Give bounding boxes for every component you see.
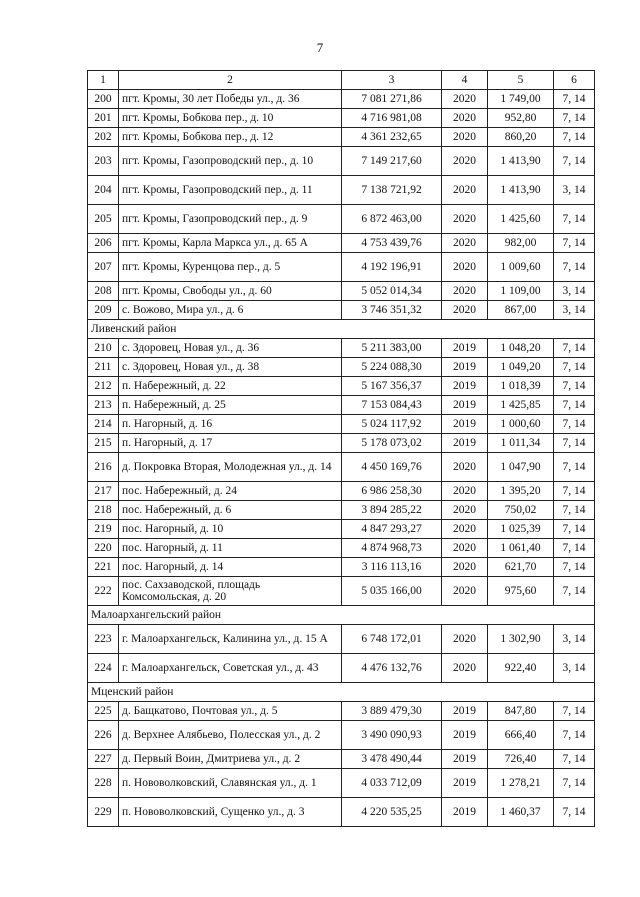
address-cell: пос. Набережный, д. 6 bbox=[119, 501, 342, 520]
address-cell: д. Верхнее Алябьево, Полесская ул., д. 2 bbox=[119, 721, 342, 750]
row-number-cell: 226 bbox=[88, 721, 119, 750]
row-number-cell: 213 bbox=[88, 396, 119, 415]
code-cell: 7, 14 bbox=[554, 520, 595, 539]
code-cell: 7, 14 bbox=[554, 415, 595, 434]
year-cell: 2019 bbox=[442, 798, 488, 827]
year-cell: 2020 bbox=[442, 654, 488, 683]
code-cell: 7, 14 bbox=[554, 539, 595, 558]
code-cell: 7, 14 bbox=[554, 147, 595, 176]
year-cell: 2020 bbox=[442, 453, 488, 482]
address-cell: пос. Нагорный, д. 10 bbox=[119, 520, 342, 539]
address-cell: д. Покровка Вторая, Молодежная ул., д. 14 bbox=[119, 453, 342, 482]
cost-cell: 6 872 463,00 bbox=[342, 205, 442, 234]
table-row bbox=[88, 282, 595, 301]
column-header: 3 bbox=[342, 71, 442, 90]
row-number-cell: 227 bbox=[88, 750, 119, 769]
address-cell: пгт. Кромы, Бобкова пер., д. 12 bbox=[119, 128, 342, 147]
code-cell: 7, 14 bbox=[554, 577, 595, 606]
year-cell: 2020 bbox=[442, 253, 488, 282]
code-cell: 7, 14 bbox=[554, 750, 595, 769]
table-row bbox=[88, 721, 595, 750]
code-cell: 7, 14 bbox=[554, 482, 595, 501]
area-cell: 1 047,90 bbox=[488, 453, 554, 482]
cost-cell: 5 211 383,00 bbox=[342, 339, 442, 358]
area-cell: 621,70 bbox=[488, 558, 554, 577]
address-cell: д. Первый Воин, Дмитриева ул., д. 2 bbox=[119, 750, 342, 769]
table-row bbox=[88, 176, 595, 205]
address-cell: п. Нагорный, д. 16 bbox=[119, 415, 342, 434]
row-number-cell: 203 bbox=[88, 147, 119, 176]
year-cell: 2019 bbox=[442, 377, 488, 396]
year-cell: 2020 bbox=[442, 109, 488, 128]
year-cell: 2019 bbox=[442, 396, 488, 415]
cost-cell: 5 178 073,02 bbox=[342, 434, 442, 453]
address-cell: с. Здоровец, Новая ул., д. 38 bbox=[119, 358, 342, 377]
area-cell: 1 302,90 bbox=[488, 625, 554, 654]
address-cell: п. Нововолковский, Сущенко ул., д. 3 bbox=[119, 798, 342, 827]
row-number-cell: 220 bbox=[88, 539, 119, 558]
table-row bbox=[88, 415, 595, 434]
area-cell: 1 278,21 bbox=[488, 769, 554, 798]
cost-cell: 4 874 968,73 bbox=[342, 539, 442, 558]
table-row bbox=[88, 520, 595, 539]
district-section-row bbox=[88, 320, 595, 339]
area-cell: 867,00 bbox=[488, 301, 554, 320]
code-cell: 3, 14 bbox=[554, 176, 595, 205]
year-cell: 2020 bbox=[442, 90, 488, 109]
year-cell: 2020 bbox=[442, 539, 488, 558]
cost-cell: 6 748 172,01 bbox=[342, 625, 442, 654]
cost-cell: 5 224 088,30 bbox=[342, 358, 442, 377]
year-cell: 2019 bbox=[442, 339, 488, 358]
table-row bbox=[88, 396, 595, 415]
cost-cell: 4 361 232,65 bbox=[342, 128, 442, 147]
column-header: 6 bbox=[554, 71, 595, 90]
area-cell: 1 109,00 bbox=[488, 282, 554, 301]
table-row bbox=[88, 128, 595, 147]
address-cell: пос. Нагорный, д. 11 bbox=[119, 539, 342, 558]
table-row bbox=[88, 558, 595, 577]
year-cell: 2019 bbox=[442, 434, 488, 453]
code-cell: 7, 14 bbox=[554, 358, 595, 377]
row-number-cell: 225 bbox=[88, 702, 119, 721]
cost-cell: 5 035 166,00 bbox=[342, 577, 442, 606]
row-number-cell: 229 bbox=[88, 798, 119, 827]
cost-cell: 4 716 981,08 bbox=[342, 109, 442, 128]
area-cell: 1 413,90 bbox=[488, 176, 554, 205]
address-cell: с. Здоровец, Новая ул., д. 36 bbox=[119, 339, 342, 358]
address-cell: п. Набережный, д. 25 bbox=[119, 396, 342, 415]
table-row bbox=[88, 90, 595, 109]
code-cell: 3, 14 bbox=[554, 301, 595, 320]
area-cell: 975,60 bbox=[488, 577, 554, 606]
table-row bbox=[88, 205, 595, 234]
address-cell: пгт. Кромы, Газопроводский пер., д. 11 bbox=[119, 176, 342, 205]
cost-cell: 4 450 169,76 bbox=[342, 453, 442, 482]
row-number-cell: 206 bbox=[88, 234, 119, 253]
year-cell: 2020 bbox=[442, 234, 488, 253]
area-cell: 1 011,34 bbox=[488, 434, 554, 453]
cost-cell: 6 986 258,30 bbox=[342, 482, 442, 501]
area-cell: 1 460,37 bbox=[488, 798, 554, 827]
cost-cell: 4 476 132,76 bbox=[342, 654, 442, 683]
cost-cell: 4 192 196,91 bbox=[342, 253, 442, 282]
cost-cell: 5 052 014,34 bbox=[342, 282, 442, 301]
row-number-cell: 200 bbox=[88, 90, 119, 109]
column-header: 2 bbox=[119, 71, 342, 90]
code-cell: 7, 14 bbox=[554, 769, 595, 798]
table-row bbox=[88, 625, 595, 654]
address-cell: г. Малоархангельск, Советская ул., д. 43 bbox=[119, 654, 342, 683]
address-cell: пгт. Кромы, 30 лет Победы ул., д. 36 bbox=[119, 90, 342, 109]
row-number-cell: 202 bbox=[88, 128, 119, 147]
code-cell: 7, 14 bbox=[554, 109, 595, 128]
code-cell: 7, 14 bbox=[554, 396, 595, 415]
cost-cell: 3 478 490,44 bbox=[342, 750, 442, 769]
area-cell: 922,40 bbox=[488, 654, 554, 683]
address-cell: п. Нагорный, д. 17 bbox=[119, 434, 342, 453]
table-row bbox=[88, 234, 595, 253]
cost-cell: 4 220 535,25 bbox=[342, 798, 442, 827]
district-title: Мценский район bbox=[88, 683, 595, 702]
column-header: 1 bbox=[88, 71, 119, 90]
year-cell: 2020 bbox=[442, 128, 488, 147]
address-cell: с. Вожово, Мира ул., д. 6 bbox=[119, 301, 342, 320]
row-number-cell: 221 bbox=[88, 558, 119, 577]
cost-cell: 3 889 479,30 bbox=[342, 702, 442, 721]
area-cell: 1 049,20 bbox=[488, 358, 554, 377]
table-row bbox=[88, 798, 595, 827]
row-number-cell: 228 bbox=[88, 769, 119, 798]
cost-cell: 7 081 271,86 bbox=[342, 90, 442, 109]
year-cell: 2020 bbox=[442, 558, 488, 577]
cost-cell: 3 894 285,22 bbox=[342, 501, 442, 520]
table-row bbox=[88, 339, 595, 358]
column-header: 5 bbox=[488, 71, 554, 90]
table-row bbox=[88, 702, 595, 721]
row-number-cell: 208 bbox=[88, 282, 119, 301]
year-cell: 2019 bbox=[442, 721, 488, 750]
cost-cell: 3 746 351,32 bbox=[342, 301, 442, 320]
code-cell: 3, 14 bbox=[554, 654, 595, 683]
district-section-row bbox=[88, 683, 595, 702]
area-cell: 666,40 bbox=[488, 721, 554, 750]
year-cell: 2019 bbox=[442, 769, 488, 798]
cost-cell: 5 024 117,92 bbox=[342, 415, 442, 434]
area-cell: 1 413,90 bbox=[488, 147, 554, 176]
cost-cell: 7 149 217,60 bbox=[342, 147, 442, 176]
year-cell: 2020 bbox=[442, 176, 488, 205]
district-section-row bbox=[88, 606, 595, 625]
table-row bbox=[88, 358, 595, 377]
row-number-cell: 218 bbox=[88, 501, 119, 520]
year-cell: 2019 bbox=[442, 358, 488, 377]
area-cell: 1 000,60 bbox=[488, 415, 554, 434]
code-cell: 7, 14 bbox=[554, 434, 595, 453]
area-cell: 952,80 bbox=[488, 109, 554, 128]
code-cell: 7, 14 bbox=[554, 798, 595, 827]
code-cell: 7, 14 bbox=[554, 234, 595, 253]
cost-cell: 5 167 356,37 bbox=[342, 377, 442, 396]
address-cell: пос. Набережный, д. 24 bbox=[119, 482, 342, 501]
year-cell: 2020 bbox=[442, 577, 488, 606]
year-cell: 2020 bbox=[442, 625, 488, 654]
area-cell: 1 395,20 bbox=[488, 482, 554, 501]
table-row bbox=[88, 654, 595, 683]
area-cell: 1 061,40 bbox=[488, 539, 554, 558]
table-row bbox=[88, 482, 595, 501]
year-cell: 2020 bbox=[442, 205, 488, 234]
area-cell: 860,20 bbox=[488, 128, 554, 147]
district-title: Малоархангельский район bbox=[88, 606, 595, 625]
row-number-cell: 210 bbox=[88, 339, 119, 358]
year-cell: 2020 bbox=[442, 301, 488, 320]
table-row bbox=[88, 434, 595, 453]
table-row bbox=[88, 377, 595, 396]
area-cell: 1 018,39 bbox=[488, 377, 554, 396]
area-cell: 982,00 bbox=[488, 234, 554, 253]
year-cell: 2020 bbox=[442, 282, 488, 301]
table-row bbox=[88, 147, 595, 176]
housing-register-table bbox=[87, 70, 595, 827]
code-cell: 7, 14 bbox=[554, 501, 595, 520]
table-row bbox=[88, 453, 595, 482]
address-cell: пгт. Кромы, Свободы ул., д. 60 bbox=[119, 282, 342, 301]
row-number-cell: 201 bbox=[88, 109, 119, 128]
address-cell: пгт. Кромы, Газопроводский пер., д. 9 bbox=[119, 205, 342, 234]
year-cell: 2019 bbox=[442, 702, 488, 721]
code-cell: 7, 14 bbox=[554, 253, 595, 282]
row-number-cell: 222 bbox=[88, 577, 119, 606]
year-cell: 2019 bbox=[442, 415, 488, 434]
cost-cell: 3 490 090,93 bbox=[342, 721, 442, 750]
address-cell: пгт. Кромы, Бобкова пер., д. 10 bbox=[119, 109, 342, 128]
row-number-cell: 219 bbox=[88, 520, 119, 539]
code-cell: 7, 14 bbox=[554, 377, 595, 396]
code-cell: 7, 14 bbox=[554, 339, 595, 358]
code-cell: 7, 14 bbox=[554, 453, 595, 482]
address-cell: д. Бащкатово, Почтовая ул., д. 5 bbox=[119, 702, 342, 721]
row-number-cell: 212 bbox=[88, 377, 119, 396]
table-row bbox=[88, 750, 595, 769]
area-cell: 1 009,60 bbox=[488, 253, 554, 282]
row-number-cell: 209 bbox=[88, 301, 119, 320]
code-cell: 7, 14 bbox=[554, 128, 595, 147]
column-header: 4 bbox=[442, 71, 488, 90]
address-cell: пос. Нагорный, д. 14 bbox=[119, 558, 342, 577]
page-number: 7 bbox=[316, 40, 324, 55]
cost-cell: 4 847 293,27 bbox=[342, 520, 442, 539]
area-cell: 1 749,00 bbox=[488, 90, 554, 109]
code-cell: 7, 14 bbox=[554, 702, 595, 721]
address-cell: пос. Сахзаводской, площадь Комсомольская, д. 20 bbox=[119, 577, 342, 606]
year-cell: 2020 bbox=[442, 482, 488, 501]
area-cell: 1 425,60 bbox=[488, 205, 554, 234]
year-cell: 2020 bbox=[442, 501, 488, 520]
code-cell: 7, 14 bbox=[554, 558, 595, 577]
area-cell: 847,80 bbox=[488, 702, 554, 721]
row-number-cell: 216 bbox=[88, 453, 119, 482]
year-cell: 2020 bbox=[442, 147, 488, 176]
area-cell: 1 048,20 bbox=[488, 339, 554, 358]
column-header-row bbox=[88, 71, 595, 90]
code-cell: 7, 14 bbox=[554, 721, 595, 750]
row-number-cell: 214 bbox=[88, 415, 119, 434]
table-row bbox=[88, 501, 595, 520]
address-cell: г. Малоархангельск, Калинина ул., д. 15 А bbox=[119, 625, 342, 654]
row-number-cell: 211 bbox=[88, 358, 119, 377]
row-number-cell: 223 bbox=[88, 625, 119, 654]
code-cell: 7, 14 bbox=[554, 90, 595, 109]
table-row bbox=[88, 539, 595, 558]
area-cell: 1 025,39 bbox=[488, 520, 554, 539]
row-number-cell: 215 bbox=[88, 434, 119, 453]
address-cell: пгт. Кромы, Куренцова пер., д. 5 bbox=[119, 253, 342, 282]
address-cell: пгт. Кромы, Газопроводский пер., д. 10 bbox=[119, 147, 342, 176]
row-number-cell: 204 bbox=[88, 176, 119, 205]
address-cell: п. Нововолковский, Славянская ул., д. 1 bbox=[119, 769, 342, 798]
year-cell: 2019 bbox=[442, 750, 488, 769]
row-number-cell: 207 bbox=[88, 253, 119, 282]
area-cell: 1 425,85 bbox=[488, 396, 554, 415]
code-cell: 3, 14 bbox=[554, 625, 595, 654]
cost-cell: 4 753 439,76 bbox=[342, 234, 442, 253]
row-number-cell: 217 bbox=[88, 482, 119, 501]
area-cell: 750,02 bbox=[488, 501, 554, 520]
cost-cell: 3 116 113,16 bbox=[342, 558, 442, 577]
table-row bbox=[88, 253, 595, 282]
code-cell: 3, 14 bbox=[554, 282, 595, 301]
cost-cell: 4 033 712,09 bbox=[342, 769, 442, 798]
cost-cell: 7 153 084,43 bbox=[342, 396, 442, 415]
row-number-cell: 224 bbox=[88, 654, 119, 683]
address-cell: пгт. Кромы, Карла Маркса ул., д. 65 А bbox=[119, 234, 342, 253]
table-row bbox=[88, 109, 595, 128]
cost-cell: 7 138 721,92 bbox=[342, 176, 442, 205]
area-cell: 726,40 bbox=[488, 750, 554, 769]
row-number-cell: 205 bbox=[88, 205, 119, 234]
table-row bbox=[88, 301, 595, 320]
code-cell: 7, 14 bbox=[554, 205, 595, 234]
year-cell: 2020 bbox=[442, 520, 488, 539]
district-title: Ливенский район bbox=[88, 320, 595, 339]
table-row bbox=[88, 769, 595, 798]
address-cell: п. Набережный, д. 22 bbox=[119, 377, 342, 396]
table-body bbox=[88, 71, 595, 827]
table-row bbox=[88, 577, 595, 606]
